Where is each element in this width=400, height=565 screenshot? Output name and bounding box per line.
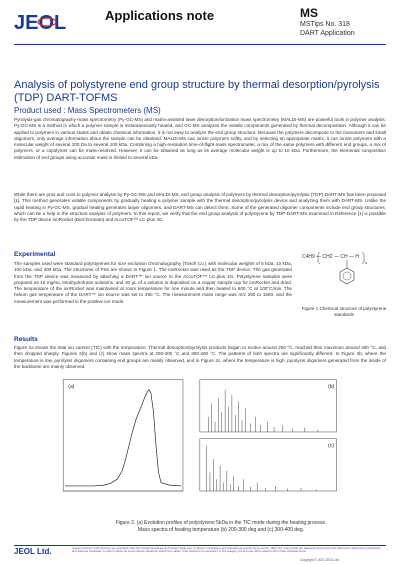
panel-b-label: (b) bbox=[328, 384, 335, 391]
panel-a-frame bbox=[63, 380, 183, 491]
product-used: Product used : Mass Spectrometers (MS) bbox=[14, 106, 161, 115]
page-title: Analysis of polystyrene end group structure by thermal desorption/pyrolysis (TDP) DART-TOFMS bbox=[14, 79, 380, 104]
jeol-logo bbox=[14, 12, 72, 34]
jeol-logo-text: JEOL bbox=[14, 12, 67, 34]
results-paragraph: Figure 2a shows the total ion current (TIC) with the temperature. Thermal desorption/pyrolysis products began to evolve around 200 °C, reached their maximum around 400 °C, and then dropped sharply. Figures 2(b) and (c) show mass spectra at 200-300 °C and 300-400 °C. The patterns of both spectra are significantly different. In Figure 2b, where the temperature is low, pyrolysis oligomers containing end groups are mainly observed, and in Figure 2c, where the temperature is high, pyrolysis oligomers generated from the inside of the backbone are mainly observed. bbox=[14, 345, 386, 369]
figure-2-caption-line-1: Figure 2. (a) Evolution profiles of polystyrene 5kDa in the TIC mode during the heating process. bbox=[115, 520, 327, 526]
panel-c-frame bbox=[200, 439, 337, 491]
header-divider bbox=[14, 44, 386, 45]
ms-label: MS bbox=[300, 6, 318, 20]
dart-application-label: DART Application bbox=[300, 30, 355, 37]
panel-a-tic-curve bbox=[65, 390, 181, 486]
intro-paragraph-2: While there are pros and cons to polymer analysis by Py-GC-MS and MALDI-MS, end group analysis of polymers by thermal desorption/pyrolysis (TDP)-DART-MS has been proposed [1]. This method generates volatile components by gradually heating a polymer sample with the thermal desorption/pyrolysis device and analyzing them with DART-MS. Unlike the rapid heating in Py-GC-MS, gradual heating generates larger oligomers, and DART-MS can detect them. Some of the generated oligomer components include end group structures, which can be a help in the structure analysis of polymers. In this report, we verify that the end group analysis of polystyrene by TDP-DART-MS examined in Reference [1] is possible by the TDP device ionRocket (BioChromato) and AccuTOF™ LC-plus 4G. bbox=[14, 192, 386, 223]
footer-copyright: Copyright © 2021 JEOL Ltd. bbox=[300, 558, 340, 562]
panel-b-frame bbox=[200, 380, 337, 432]
footer-divider bbox=[14, 545, 386, 546]
mstips-number: MSTips No. 318 bbox=[300, 21, 350, 28]
panel-a-label: (a) bbox=[68, 384, 75, 391]
polystyrene-structure bbox=[300, 250, 388, 302]
panel-b-spectrum bbox=[208, 390, 318, 432]
structure-subscript: n bbox=[365, 260, 368, 265]
structure-formula: C4H9 — CH2 — CH — H bbox=[302, 254, 359, 260]
footer-export-note: Certain products in this brochure are controlled under the “Foreign Exchange and Foreign Trade Law” of Japan in compliance with international security export control. JEOL Ltd. must provide the Japanese Government with “End-user’s Statement of Assurance” and “End-use Certificate” in order to obtain the export license needed for export from Japan. If the product to be exported is in this category, the end user will be asked to fill in these certificate forms. bbox=[72, 547, 382, 554]
benzene-ring-icon bbox=[340, 268, 354, 284]
panel-c-label: (c) bbox=[328, 443, 334, 450]
figure-2-caption-line-2: Mass spectra of heating temperature (b) 200-300 deg and (c) 300-400 deg. bbox=[137, 526, 305, 533]
figure-1-caption: Figure 1 Chemical structure of polystyrene standards bbox=[301, 306, 387, 317]
footer-company: JEOL Ltd. bbox=[14, 547, 52, 556]
panel-c-spectrum bbox=[207, 445, 317, 491]
results-heading: Results bbox=[14, 336, 38, 343]
intro-paragraph-1: Pyrolysis-gas chromatography-mass spectrometry (Py-GC-MS) and matrix-assisted laser desorption/ionization mass spectrometry (MALDI-MS) are powerful tools in polymer analysis. Py-GC-MS is a method in which a polymer sample is instantaneously heated, and GC-MS analyzes the volatile components generated by thermal decomposition. Although it can be applied to polymers in various states and obtain chemical information, it is not easy to analyze the end group structure. Because the polymers decompose to the monomers and small oligomers, only average information about the sample can be obtained. MALDI-MS can ionize polymers softly, and by selecting an appropriate matrix, it can ionize polymers with a molecular weight of several 100 Da to several 100 kDa. Combining a high-resolution time-of-flight mass spectrometer, a mix of the same polymers with different end groups, a mix of polymers, or a copolymer can be mass-resolved. However, it can be obtained as long as its average molecular weight is up to 10 kDa. Furthermore, the elemental composition estimation of end groups using accurate mass is limited to several kDa. bbox=[14, 117, 386, 160]
experimental-paragraph: The samples used were standard polystyrenes for size exclusion chromatography (Tosoh Co.) with molecular weights of 5 kDa, 10 kDa, 100 kDa, and 400 kDa. The structures of PSs are shown in Figure 1. The ionRocket was used as the TDP device. The gas generated from the TDP device was measured by attaching a DART™ ion source to the AccuTOF™ LC-plus 4G. Polystyrene samples were prepared as 10 mg/mL tetrahydrofuran solutions, and 30 μL of a solution is deposited on a copper sample cup for ionRocket and dried. The temperature of the ionRocket was maintained at room temperature for one minute and then heated to 600 °C at 100°C/min. The helium gas temperature of the DART™ ion source was set to 450 °C. The measurement mass range was m/z 250 to 1500, and the measurement was performed in the positive ion mode. bbox=[14, 261, 292, 304]
experimental-heading: Experimental bbox=[14, 251, 56, 258]
applications-note-label: Applications note bbox=[105, 8, 215, 23]
figure-2-caption bbox=[76, 520, 366, 533]
figure-2-plots bbox=[24, 378, 374, 518]
